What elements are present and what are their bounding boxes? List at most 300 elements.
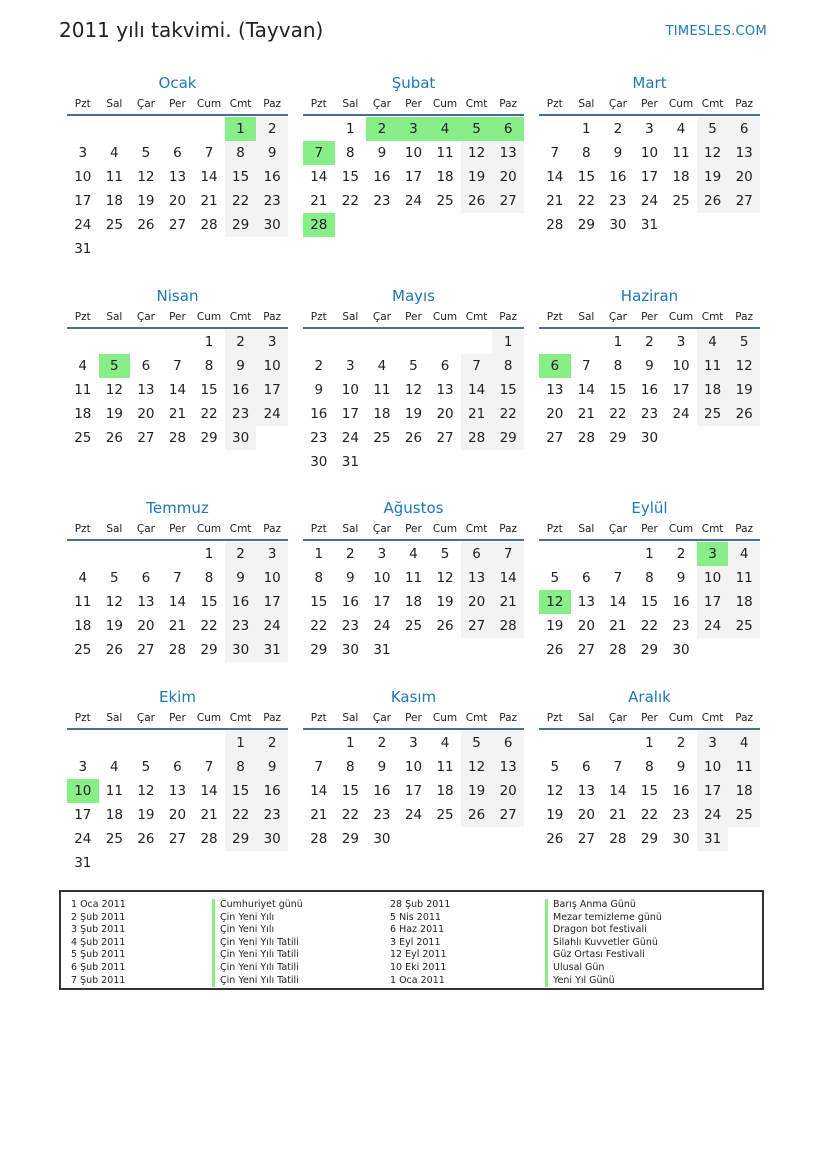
day-cell: 6 xyxy=(492,117,524,141)
day-cell: 25 xyxy=(672,193,690,209)
day-cell: 2 xyxy=(645,334,654,350)
day-cell: 15 xyxy=(225,165,257,189)
weekday-label: Çar xyxy=(608,712,627,724)
day-cell: 23 xyxy=(256,803,288,827)
empty-cell xyxy=(366,213,398,237)
day-cell: 14 xyxy=(546,169,564,185)
month-name: Aralık xyxy=(628,688,671,706)
day-cell: 30 xyxy=(672,642,690,658)
empty-cell xyxy=(728,638,760,662)
empty-cell xyxy=(162,731,194,755)
day-cell: 30 xyxy=(640,430,659,446)
weekday-label: Cum xyxy=(196,98,222,110)
empty-cell xyxy=(602,542,634,566)
day-cell: 19 xyxy=(137,807,155,823)
day-cell: 11 xyxy=(697,354,729,378)
weekday-label: Paz xyxy=(735,712,754,724)
day-cell: 10 xyxy=(697,755,729,779)
day-cell: 20 xyxy=(577,618,595,634)
day-cell: 8 xyxy=(346,145,355,161)
weekday-label: Cmt xyxy=(701,712,724,724)
day-cell: 21 xyxy=(168,406,187,422)
day-cell: 18 xyxy=(697,378,729,402)
day-cell: 10 xyxy=(640,145,659,161)
empty-cell xyxy=(461,638,493,662)
day-cell: 6 xyxy=(173,145,182,161)
day-cell: 27 xyxy=(137,430,155,446)
legend-holiday-name: Yeni Yıl Günü xyxy=(545,975,662,988)
day-cell: 16 xyxy=(256,165,288,189)
day-cell: 28 xyxy=(168,642,187,658)
empty-cell xyxy=(571,731,603,755)
day-cell: 28 xyxy=(546,217,564,233)
empty-cell xyxy=(130,237,162,261)
day-cell: 16 xyxy=(341,594,359,610)
day-cell: 22 xyxy=(640,807,659,823)
legend-date: 28 Şub 2011 xyxy=(390,899,451,910)
weekday-label: Per xyxy=(641,523,658,535)
month-5 xyxy=(303,285,524,474)
day-cell: 27 xyxy=(577,831,595,847)
empty-cell xyxy=(256,426,288,450)
day-cell: 28 xyxy=(200,831,218,847)
day-cell: 11 xyxy=(672,145,690,161)
day-cell: 7 xyxy=(204,145,214,161)
weekday-label: Sal xyxy=(342,311,359,323)
day-cell: 26 xyxy=(137,831,155,847)
day-cell: 1 xyxy=(613,334,623,350)
day-cell: 17 xyxy=(640,169,659,185)
day-cell: 28 xyxy=(609,831,627,847)
day-cell: 27 xyxy=(546,430,564,446)
day-cell: 8 xyxy=(645,759,654,775)
day-cell: 22 xyxy=(577,193,595,209)
day-cell: 24 xyxy=(697,614,729,638)
weekday-header xyxy=(303,710,524,730)
weekday-label: Per xyxy=(405,311,422,323)
legend-holiday-name: Cumhuriyet günü xyxy=(212,899,303,912)
empty-cell xyxy=(697,638,729,662)
day-cell: 20 xyxy=(546,406,564,422)
day-cell: 27 xyxy=(137,642,155,658)
empty-cell xyxy=(99,330,131,354)
brand-link[interactable]: TIMESLES.COM xyxy=(665,24,767,39)
legend-holiday-name: Çin Yeni Yılı xyxy=(212,912,303,925)
weekday-label: Paz xyxy=(735,311,754,323)
legend-holiday-name: Çin Yeni Yılı xyxy=(212,924,303,937)
weekday-header xyxy=(539,96,760,116)
empty-cell xyxy=(130,330,162,354)
weekday-label: Cum xyxy=(432,523,458,535)
day-cell: 5 xyxy=(440,546,450,562)
day-cell: 6 xyxy=(141,570,151,586)
day-cell: 16 xyxy=(225,378,257,402)
empty-cell xyxy=(602,731,634,755)
day-cell: 12 xyxy=(105,382,123,398)
day-cell: 28 xyxy=(303,213,335,237)
day-cell: 30 xyxy=(225,426,257,450)
day-cell: 25 xyxy=(105,217,123,233)
day-cell: 5 xyxy=(110,570,119,586)
day-cell: 21 xyxy=(609,618,627,634)
month-11 xyxy=(303,686,524,851)
day-cell: 20 xyxy=(168,193,187,209)
month-1 xyxy=(67,72,288,261)
weekday-label: Cmt xyxy=(701,311,724,323)
day-cell: 15 xyxy=(310,594,328,610)
day-cell: 7 xyxy=(173,570,182,586)
day-cell: 2 xyxy=(377,735,387,751)
day-cell: 26 xyxy=(546,831,564,847)
day-cell: 17 xyxy=(74,807,92,823)
day-cell: 13 xyxy=(546,382,564,398)
day-cell: 9 xyxy=(645,358,654,374)
day-cell: 10 xyxy=(373,570,391,586)
day-cell: 26 xyxy=(436,618,454,634)
legend-date: 1 Oca 2011 xyxy=(71,899,126,910)
day-grid xyxy=(539,330,760,450)
day-cell: 26 xyxy=(697,189,729,213)
month-12 xyxy=(539,686,760,851)
day-cell: 20 xyxy=(492,165,524,189)
day-cell: 20 xyxy=(492,779,524,803)
weekday-label: Sal xyxy=(106,712,123,724)
day-cell: 10 xyxy=(256,566,288,590)
empty-cell xyxy=(492,827,524,851)
day-cell: 23 xyxy=(373,807,391,823)
day-cell: 24 xyxy=(256,402,288,426)
weekday-label: Paz xyxy=(499,311,518,323)
day-cell: 22 xyxy=(640,618,659,634)
weekday-header xyxy=(303,96,524,116)
empty-cell xyxy=(162,237,194,261)
day-cell: 13 xyxy=(137,382,155,398)
day-cell: 9 xyxy=(613,145,623,161)
day-cell: 1 xyxy=(204,546,214,562)
weekday-label: Paz xyxy=(499,523,518,535)
day-cell: 15 xyxy=(200,594,218,610)
legend-left-names xyxy=(212,899,303,987)
day-cell: 7 xyxy=(613,759,623,775)
weekday-header xyxy=(67,710,288,730)
day-cell: 28 xyxy=(461,426,493,450)
weekday-label: Çar xyxy=(372,523,391,535)
weekday-label: Pzt xyxy=(74,523,91,535)
weekday-label: Çar xyxy=(136,98,155,110)
weekday-label: Cum xyxy=(668,311,694,323)
empty-cell xyxy=(461,213,493,237)
legend-holiday-name: Çin Yeni Yılı Tatili xyxy=(212,975,303,988)
day-cell: 28 xyxy=(577,430,595,446)
weekday-label: Cum xyxy=(196,712,222,724)
day-cell: 8 xyxy=(225,141,257,165)
day-cell: 26 xyxy=(461,803,493,827)
day-cell: 9 xyxy=(225,354,257,378)
day-cell: 20 xyxy=(168,807,187,823)
day-cell: 18 xyxy=(105,807,123,823)
day-grid xyxy=(303,117,524,237)
day-cell: 3 xyxy=(697,731,729,755)
day-cell: 21 xyxy=(310,193,328,209)
day-cell: 26 xyxy=(137,217,155,233)
day-cell: 30 xyxy=(310,454,328,470)
day-cell: 21 xyxy=(310,807,328,823)
day-cell: 27 xyxy=(492,189,524,213)
day-cell: 20 xyxy=(728,165,760,189)
legend-holiday-name: Mezar temizleme günü xyxy=(545,912,662,925)
day-cell: 29 xyxy=(492,426,524,450)
day-cell: 15 xyxy=(609,382,627,398)
day-cell: 14 xyxy=(609,783,627,799)
day-cell: 5 xyxy=(141,759,151,775)
empty-cell xyxy=(697,213,729,237)
legend-date: 5 Şub 2011 xyxy=(71,949,126,961)
day-cell: 5 xyxy=(461,117,493,141)
day-cell: 27 xyxy=(577,642,595,658)
day-cell: 19 xyxy=(137,193,155,209)
empty-cell xyxy=(303,731,335,755)
weekday-label: Cum xyxy=(668,523,694,535)
month-name: Eylül xyxy=(631,499,668,517)
day-cell: 1 xyxy=(492,330,524,354)
day-cell: 24 xyxy=(404,193,423,209)
day-cell: 6 xyxy=(141,358,151,374)
day-cell: 24 xyxy=(672,406,690,422)
day-cell: 26 xyxy=(728,402,760,426)
day-cell: 2 xyxy=(676,546,686,562)
day-cell: 15 xyxy=(225,779,257,803)
day-cell: 6 xyxy=(461,542,493,566)
day-cell: 21 xyxy=(200,193,218,209)
weekday-label: Cmt xyxy=(229,311,252,323)
month-name: Mart xyxy=(632,74,667,92)
weekday-label: Çar xyxy=(608,523,627,535)
day-cell: 25 xyxy=(728,803,760,827)
weekday-label: Çar xyxy=(608,98,627,110)
day-cell: 2 xyxy=(676,735,686,751)
empty-cell xyxy=(130,731,162,755)
day-cell: 31 xyxy=(373,642,391,658)
day-cell: 3 xyxy=(346,358,355,374)
weekday-label: Paz xyxy=(735,523,754,535)
month-name: Ağustos xyxy=(383,499,444,517)
day-cell: 26 xyxy=(105,642,123,658)
day-cell: 31 xyxy=(256,638,288,662)
day-cell: 18 xyxy=(436,783,454,799)
weekday-label: Per xyxy=(641,98,658,110)
day-cell: 30 xyxy=(341,642,359,658)
day-cell: 8 xyxy=(582,145,591,161)
day-cell: 5 xyxy=(697,117,729,141)
empty-cell xyxy=(193,117,225,141)
day-cell: 22 xyxy=(200,618,218,634)
day-cell: 18 xyxy=(74,406,92,422)
day-cell: 17 xyxy=(672,382,690,398)
legend-holiday-name: Çin Yeni Yılı Tatili xyxy=(212,937,303,950)
weekday-label: Cmt xyxy=(229,523,252,535)
day-cell: 5 xyxy=(141,145,151,161)
legend-date: 3 Şub 2011 xyxy=(71,924,126,936)
weekday-label: Paz xyxy=(263,523,282,535)
day-cell: 25 xyxy=(728,614,760,638)
weekday-label: Çar xyxy=(372,712,391,724)
empty-cell xyxy=(665,213,697,237)
day-cell: 24 xyxy=(74,217,92,233)
legend-date: 3 Eyl 2011 xyxy=(390,936,441,948)
weekday-label: Sal xyxy=(342,712,359,724)
day-cell: 18 xyxy=(404,594,423,610)
day-cell: 23 xyxy=(672,807,690,823)
day-cell: 23 xyxy=(672,618,690,634)
day-cell: 2 xyxy=(256,117,288,141)
day-cell: 27 xyxy=(168,217,187,233)
day-cell: 13 xyxy=(728,141,760,165)
day-grid xyxy=(67,330,288,450)
empty-cell xyxy=(303,330,335,354)
day-cell: 28 xyxy=(168,430,187,446)
day-cell: 25 xyxy=(74,430,92,446)
weekday-label: Cmt xyxy=(229,712,252,724)
day-cell: 23 xyxy=(256,189,288,213)
empty-cell xyxy=(366,330,398,354)
day-cell: 11 xyxy=(436,759,454,775)
empty-cell xyxy=(539,731,571,755)
day-cell: 16 xyxy=(310,406,328,422)
weekday-header xyxy=(67,521,288,541)
day-cell: 15 xyxy=(200,382,218,398)
weekday-header xyxy=(303,309,524,329)
day-cell: 3 xyxy=(256,330,288,354)
day-cell: 7 xyxy=(461,354,493,378)
weekday-label: Pzt xyxy=(310,712,327,724)
day-cell: 7 xyxy=(314,759,324,775)
day-cell: 22 xyxy=(310,618,328,634)
day-cell: 30 xyxy=(373,831,391,847)
day-cell: 8 xyxy=(645,570,654,586)
day-cell: 26 xyxy=(461,189,493,213)
day-cell: 31 xyxy=(640,217,659,233)
day-cell: 16 xyxy=(672,594,690,610)
day-cell: 21 xyxy=(200,807,218,823)
day-cell: 21 xyxy=(168,618,187,634)
empty-cell xyxy=(303,117,335,141)
day-cell: 4 xyxy=(78,358,88,374)
weekday-label: Sal xyxy=(578,311,595,323)
day-cell: 5 xyxy=(550,570,560,586)
empty-cell xyxy=(539,542,571,566)
weekday-label: Çar xyxy=(372,311,391,323)
empty-cell xyxy=(99,731,131,755)
day-cell: 18 xyxy=(436,169,454,185)
day-cell: 4 xyxy=(377,358,387,374)
day-cell: 21 xyxy=(492,590,524,614)
weekday-label: Pzt xyxy=(546,523,563,535)
day-cell: 21 xyxy=(546,193,564,209)
day-cell: 6 xyxy=(539,354,571,378)
legend-holiday-name: Çin Yeni Yılı Tatili xyxy=(212,949,303,962)
day-cell: 29 xyxy=(609,430,627,446)
day-cell: 29 xyxy=(640,642,659,658)
empty-cell xyxy=(130,542,162,566)
day-cell: 2 xyxy=(613,121,623,137)
day-cell: 9 xyxy=(256,141,288,165)
day-cell: 1 xyxy=(225,117,257,141)
day-cell: 17 xyxy=(373,594,391,610)
day-cell: 17 xyxy=(404,169,423,185)
weekday-label: Per xyxy=(169,98,186,110)
empty-cell xyxy=(99,117,131,141)
day-cell: 14 xyxy=(200,783,218,799)
empty-cell xyxy=(225,237,257,261)
day-cell: 20 xyxy=(461,590,493,614)
day-cell: 11 xyxy=(105,783,123,799)
day-cell: 8 xyxy=(204,570,214,586)
day-cell: 7 xyxy=(173,358,182,374)
day-cell: 15 xyxy=(492,378,524,402)
month-name: Nisan xyxy=(156,287,199,305)
holiday-legend xyxy=(59,890,764,990)
day-cell: 10 xyxy=(74,169,92,185)
day-cell: 19 xyxy=(461,165,493,189)
day-cell: 20 xyxy=(137,618,155,634)
day-cell: 2 xyxy=(314,358,324,374)
day-cell: 17 xyxy=(341,406,359,422)
day-cell: 25 xyxy=(697,402,729,426)
legend-holiday-name: Silahlı Kuvvetler Günü xyxy=(545,937,662,950)
weekday-label: Cmt xyxy=(229,98,252,110)
legend-date: 2 Şub 2011 xyxy=(71,911,126,923)
day-cell: 24 xyxy=(640,193,659,209)
empty-cell xyxy=(225,851,257,875)
weekday-label: Pzt xyxy=(74,311,91,323)
empty-cell xyxy=(461,827,493,851)
empty-cell xyxy=(461,450,493,474)
day-cell: 25 xyxy=(105,831,123,847)
weekday-label: Per xyxy=(169,311,186,323)
day-cell: 28 xyxy=(492,614,524,638)
legend-left-dates xyxy=(71,899,126,987)
day-cell: 19 xyxy=(404,406,423,422)
empty-cell xyxy=(429,827,461,851)
day-cell: 14 xyxy=(492,566,524,590)
empty-cell xyxy=(99,851,131,875)
day-cell: 16 xyxy=(373,169,391,185)
day-cell: 7 xyxy=(582,358,591,374)
day-cell: 25 xyxy=(74,642,92,658)
weekday-label: Per xyxy=(641,712,658,724)
day-cell: 8 xyxy=(492,354,524,378)
weekday-label: Çar xyxy=(608,311,627,323)
empty-cell xyxy=(193,237,225,261)
day-cell: 8 xyxy=(225,755,257,779)
day-cell: 11 xyxy=(404,570,423,586)
legend-date: 12 Eyl 2011 xyxy=(390,949,447,961)
weekday-label: Cum xyxy=(668,712,694,724)
weekday-label: Sal xyxy=(578,712,595,724)
weekday-label: Pzt xyxy=(74,712,91,724)
day-cell: 31 xyxy=(74,855,92,871)
day-cell: 20 xyxy=(577,807,595,823)
day-cell: 30 xyxy=(672,831,690,847)
day-cell: 4 xyxy=(676,121,686,137)
weekday-header xyxy=(539,710,760,730)
day-cell: 10 xyxy=(672,358,690,374)
legend-right-names xyxy=(545,899,662,987)
day-cell: 13 xyxy=(168,783,187,799)
day-cell: 22 xyxy=(492,402,524,426)
day-cell: 23 xyxy=(310,430,328,446)
day-cell: 13 xyxy=(137,594,155,610)
